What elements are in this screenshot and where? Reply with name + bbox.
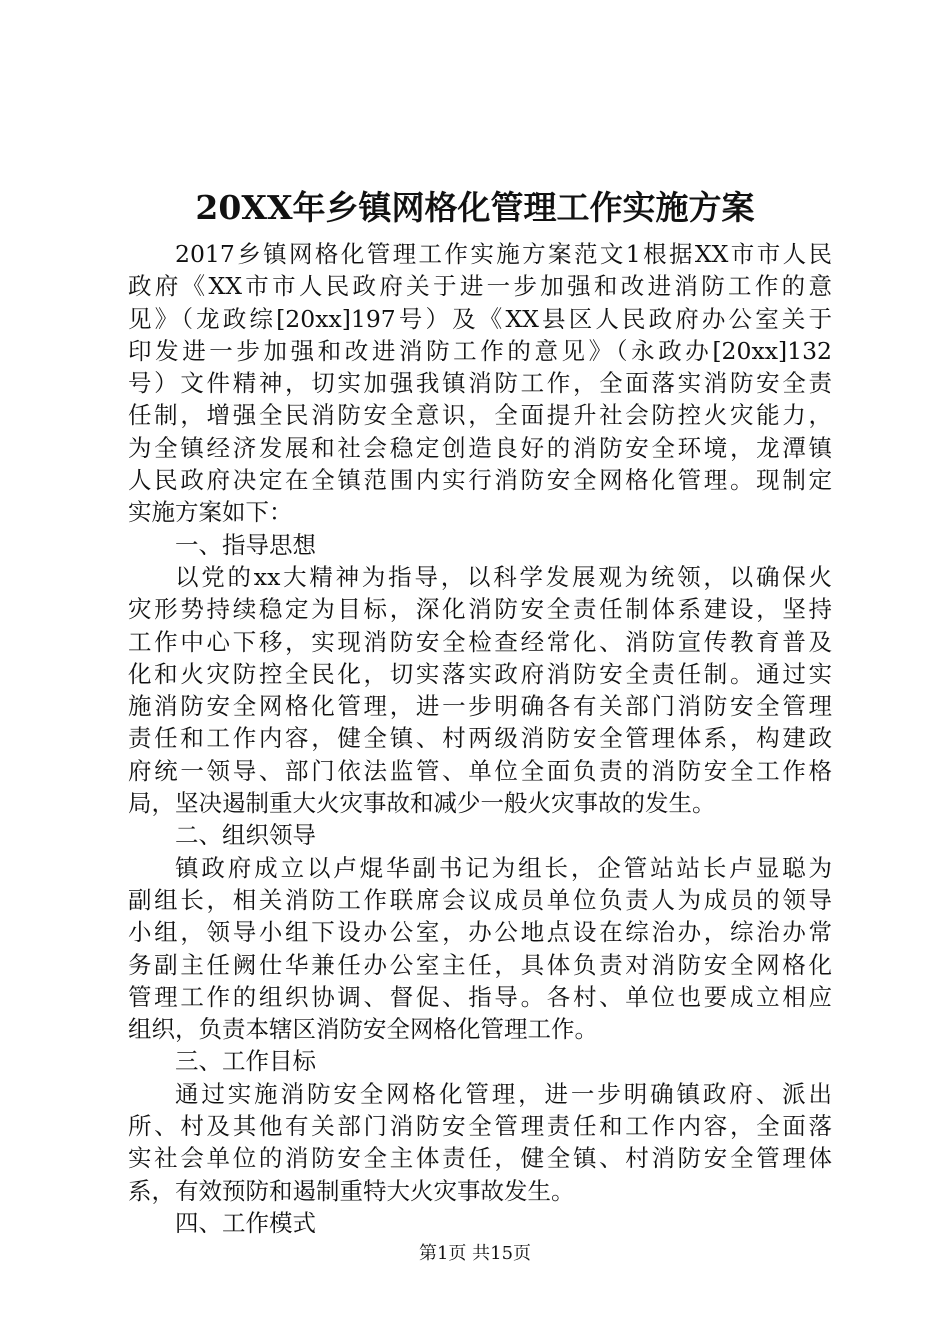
text-line: 工作中心下移，实现消防安全检查经常化、消防宣传教育普及 xyxy=(128,627,832,656)
document-title: 20XX年乡镇网格化管理工作实施方案 xyxy=(195,188,755,227)
text-line: 务副主任阙仕华兼任办公室主任，具体负责对消防安全网格化 xyxy=(128,950,832,979)
text-line: 为全镇经济发展和社会稳定创造良好的消防安全环境，龙潭镇 xyxy=(128,433,832,462)
text-line: 实社会单位的消防安全主体责任，健全镇、村消防安全管理体 xyxy=(128,1144,832,1173)
text-line: 镇政府成立以卢焜华副书记为组长，企管站站长卢显聪为 xyxy=(175,853,832,882)
text-line: 任制，增强全民消防安全意识，全面提升社会防控火灾能力， xyxy=(128,401,832,430)
section-heading: 四、工作模式 xyxy=(175,1208,316,1237)
text-line: 印发进一步加强和改进消防工作的意见》（永政办[20xx]132 xyxy=(128,336,832,365)
text-line: 人民政府决定在全镇范围内实行消防安全网格化管理。现制定 xyxy=(128,466,832,495)
text-line: 局，坚决遏制重大火灾事故和减少一般火灾事故的发生。 xyxy=(128,789,716,818)
text-line: 责任和工作内容，健全镇、村两级消防安全管理体系，构建政 xyxy=(128,724,832,753)
text-line: 小组，领导小组下设办公室，办公地点设在综治办，综治办常 xyxy=(128,918,832,947)
section-heading: 三、工作目标 xyxy=(175,1047,316,1076)
text-line: 政府《XX市市人民政府关于进一步加强和改进消防工作的意 xyxy=(128,272,832,301)
text-line: 所、村及其他有关部门消防安全管理责任和工作内容，全面落 xyxy=(128,1112,832,1141)
text-line: 组织，负责本辖区消防安全网格化管理工作。 xyxy=(128,1015,598,1044)
text-line: 系，有效预防和遏制重特大火灾事故发生。 xyxy=(128,1176,575,1205)
text-line: 号）文件精神，切实加强我镇消防工作，全面落实消防安全责 xyxy=(128,369,832,398)
text-line: 以党的xx大精神为指导，以科学发展观为统领，以确保火 xyxy=(175,562,832,591)
text-line: 2017乡镇网格化管理工作实施方案范文1根据XX市市人民 xyxy=(175,240,832,268)
text-line: 副组长，相关消防工作联席会议成员单位负责人为成员的领导 xyxy=(128,885,832,914)
text-line: 化和火灾防控全民化，切实落实政府消防安全责任制。通过实 xyxy=(128,659,832,688)
document-body xyxy=(128,238,832,1239)
text-line: 管理工作的组织协调、督促、指导。各村、单位也要成立相应 xyxy=(128,982,832,1011)
text-line: 通过实施消防安全网格化管理，进一步明确镇政府、派出 xyxy=(175,1079,832,1108)
text-line: 施消防安全网格化管理，进一步明确各有关部门消防安全管理 xyxy=(128,692,832,721)
page-number-footer: 第1页 共15页 xyxy=(418,1243,532,1264)
text-line: 见》（龙政综[20xx]197号）及《XX县区人民政府办公室关于 xyxy=(128,304,832,333)
section-heading: 一、指导思想 xyxy=(175,530,316,559)
text-line: 实施方案如下： xyxy=(128,498,293,527)
text-line: 府统一领导、部门依法监管、单位全面负责的消防安全工作格 xyxy=(128,756,832,785)
text-line: 灾形势持续稳定为目标，深化消防安全责任制体系建设，坚持 xyxy=(128,595,832,624)
section-heading: 二、组织领导 xyxy=(175,821,316,850)
